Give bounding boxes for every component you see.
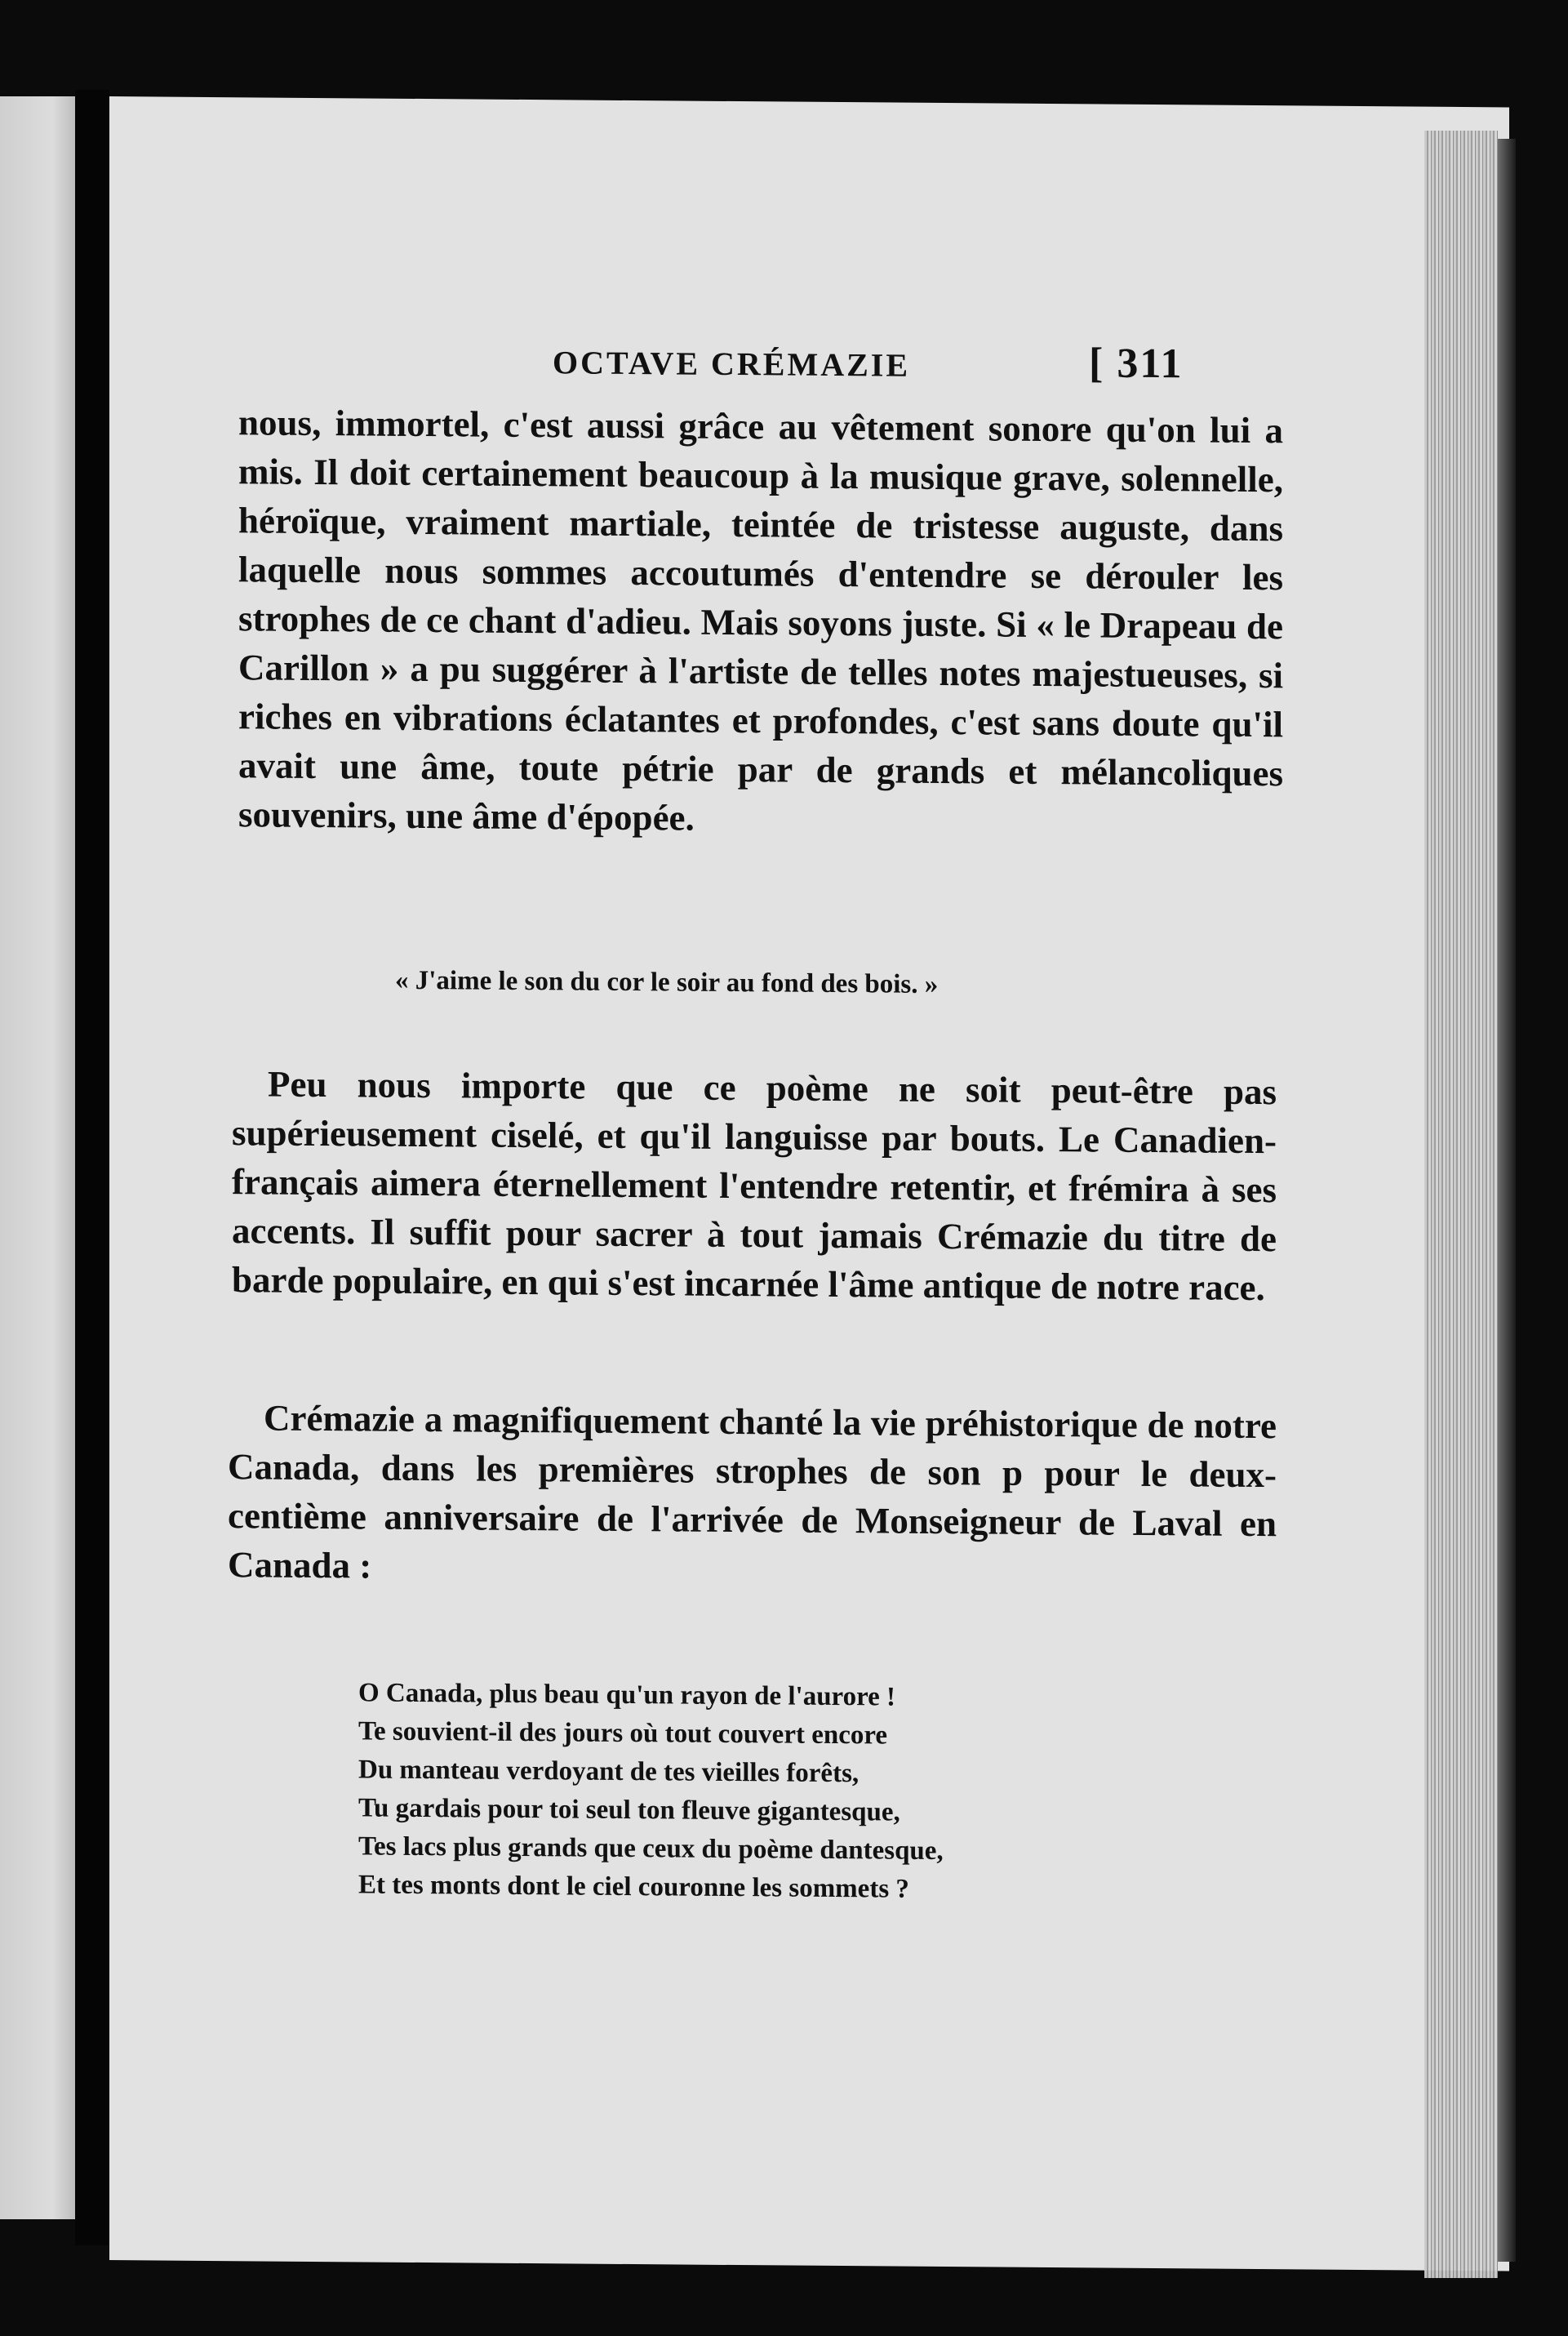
book-cover-edge <box>1498 139 1516 2262</box>
paragraph-1: nous, immortel, c'est aussi grâce au vêtement sonore qu'on lui a mis. Il doit certainement beaucoup à la musique grave, solennelle, héroïque, vraiment martiale, teintée de tristesse auguste, dans laquelle nous sommes accoutumés d'entendre se dérouler les strophes de ce chant d'adieu. Mais soyons juste. Si « le Drapeau de Carillon » a pu suggérer à l'artiste de telles notes majestueuses, si riches en vibrations éclatantes et profondes, c'est sans doute qu'il avait une âme, toute pétrie par de grands et mélancoliques souvenirs, une âme d'épopée. <box>238 402 1283 839</box>
quoted-verse-line: « J'aime le son du cor le soir au fond des bois. » <box>395 965 939 999</box>
book-page <box>109 96 1509 2271</box>
verse-line: Te souvient-il des jours où tout couvert encore <box>358 1716 888 1751</box>
page-stack-edge <box>1424 131 1498 2278</box>
page-content <box>109 96 1509 2271</box>
verse-line: Et tes monts dont le ciel couronne les sommets ? <box>358 1870 909 1904</box>
paragraph-3: Crémazie a magnifiquement chanté la vie préhistorique de notre Canada, dans les premières strophes de son p pour le deux-centième anniversaire de l'arrivée de Monseigneur de Laval en Canada : <box>228 1397 1277 1586</box>
verse-line: Du manteau verdoyant de tes vieilles forêts, <box>358 1755 860 1789</box>
book-gutter <box>75 90 109 2245</box>
page-header <box>553 335 1287 398</box>
paragraph-2: Peu nous importe que ce poème ne soit peut-être pas supérieusement ciselé, et qu'il languisse par bouts. Le Canadien-français aimera éternellement l'entendre retentir, et frémira à ses accents. Il suffit pour sacrer à tout jamais Crémazie du titre de barde populaire, en qui s'est incarnée l'âme antique de notre race. <box>232 1063 1277 1309</box>
page-number: [ 311 <box>1089 340 1184 388</box>
verse-line: Tes lacs plus grands que ceux du poème dantesque, <box>358 1831 944 1867</box>
verse-line: O Canada, plus beau qu'un rayon de l'aurore ! <box>358 1678 896 1712</box>
facing-page-edge <box>0 96 75 2219</box>
verse-line: Tu gardais pour toi seul ton fleuve gigantesque, <box>358 1793 900 1827</box>
poem-stanza <box>358 1674 944 1909</box>
running-title: OCTAVE CRÉMAZIE <box>553 344 911 384</box>
